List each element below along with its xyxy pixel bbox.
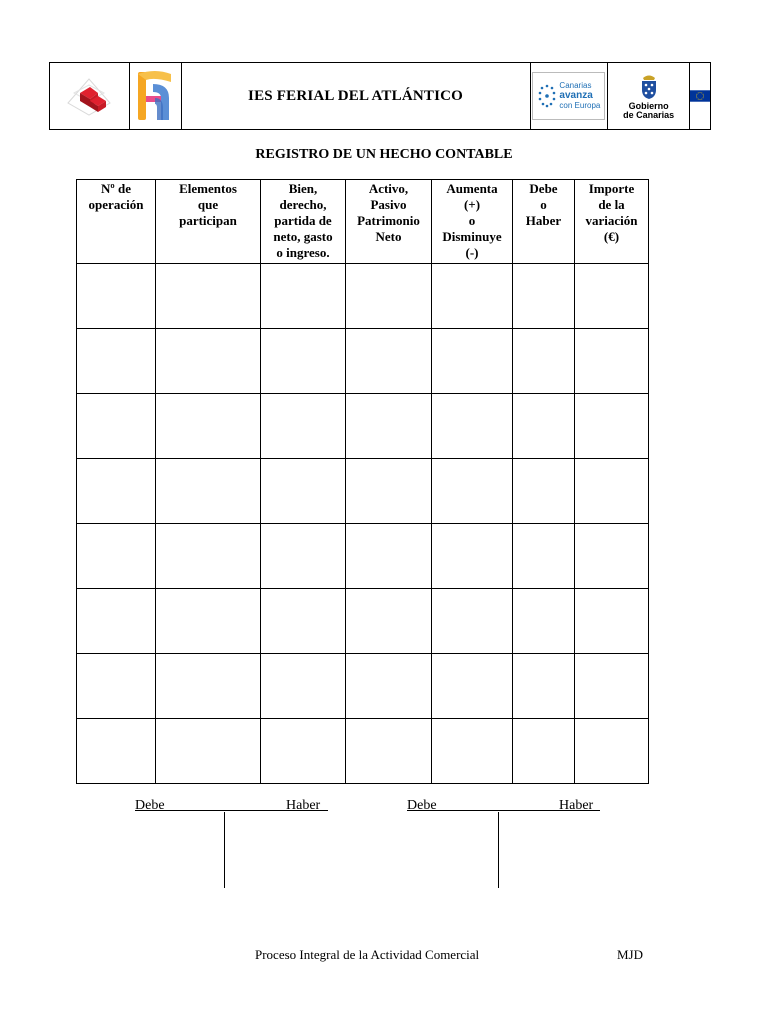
table-cell[interactable] [575,524,649,589]
table-row [77,329,649,394]
table-cell[interactable] [261,524,346,589]
column-header-debit-credit: Debe o Haber [513,180,575,264]
table-cell[interactable] [432,329,513,394]
table-cell[interactable] [346,589,432,654]
ferial-f-logo-icon [135,68,175,124]
table-cell[interactable] [156,524,261,589]
table-cell[interactable] [77,459,156,524]
canarias-avanza-logo [532,72,605,120]
con-europa-text: con Europa [559,101,601,110]
table-cell[interactable] [77,719,156,784]
table-row [77,654,649,719]
column-header-operation-number: Nº de operación [77,180,156,264]
ferial-logo-cell [130,63,182,129]
avanza-text: avanza [559,90,593,101]
canarias-avanza-cell [531,63,609,129]
t-account-left-credit-label: Haber [286,798,321,813]
table-cell[interactable] [77,394,156,459]
t-account-right-horizontal-line [407,810,600,811]
table-row [77,264,649,329]
table-cell[interactable] [156,459,261,524]
de-canarias-text: de Canarias [623,110,675,120]
table-cell[interactable] [261,329,346,394]
table-cell[interactable] [261,719,346,784]
table-cell[interactable] [575,654,649,719]
table-cell[interactable] [432,524,513,589]
school-logo-cell [50,63,130,129]
table-cell[interactable] [156,719,261,784]
table-row [77,459,649,524]
table-cell[interactable] [575,719,649,784]
table-cell[interactable] [575,589,649,654]
register-table [76,179,649,784]
table-cell[interactable] [346,719,432,784]
table-cell[interactable] [432,589,513,654]
column-header-item-type: Bien, derecho, partida de neto, gasto o ingreso. [261,180,346,264]
table-cell[interactable] [346,394,432,459]
table-cell[interactable] [77,589,156,654]
gobierno-text: Gobierno [628,101,669,111]
table-cell[interactable] [513,589,575,654]
column-header-elements: Elementos que participan [156,180,261,264]
table-cell[interactable] [156,329,261,394]
t-account-right-credit-label: Haber [559,798,594,813]
table-cell[interactable] [77,329,156,394]
document-title: REGISTRO DE UN HECHO CONTABLE [255,147,513,162]
t-account-right-vertical-line [498,812,499,888]
column-header-increase-decrease: Aumenta (+) o Disminuye (-) [432,180,513,264]
table-cell[interactable] [513,329,575,394]
table-cell[interactable] [575,394,649,459]
eu-flag-icon [690,80,710,112]
table-cell[interactable] [575,329,649,394]
table-cell[interactable] [513,459,575,524]
table-cell[interactable] [346,264,432,329]
table-cell[interactable] [156,589,261,654]
table-cell[interactable] [261,394,346,459]
table-cell[interactable] [346,459,432,524]
t-account-left-horizontal-line [135,810,328,811]
table-cell[interactable] [513,524,575,589]
table-cell[interactable] [261,654,346,719]
table-cell[interactable] [513,719,575,784]
table-cell[interactable] [261,264,346,329]
t-account-left-vertical-line [224,812,225,888]
column-header-amount: Importe de la variación (€) [575,180,649,264]
table-header-row [77,180,649,264]
dotted-swirl-icon [537,83,557,109]
coat-of-arms-icon [638,72,660,100]
table-cell[interactable] [432,459,513,524]
table-cell[interactable] [156,394,261,459]
cube-logo-icon [62,73,116,119]
gobierno-canarias-cell [608,63,690,129]
eu-flag-cell [690,63,710,129]
table-cell[interactable] [575,264,649,329]
t-account-right-debit-label: Debe [407,798,437,813]
table-cell[interactable] [513,654,575,719]
table-row [77,394,649,459]
table-cell[interactable] [156,654,261,719]
table-cell[interactable] [261,589,346,654]
table-cell[interactable] [156,264,261,329]
table-cell[interactable] [346,329,432,394]
table-cell[interactable] [346,654,432,719]
table-cell[interactable] [513,264,575,329]
school-name-cell [182,63,531,129]
document-header [49,62,711,130]
table-row [77,524,649,589]
footer-subject: Proceso Integral de la Actividad Comercial [255,947,480,962]
school-name: IES FERIAL DEL ATLÁNTICO [248,87,464,104]
canarias-text: Canarias [559,81,592,90]
table-cell[interactable] [77,654,156,719]
table-cell[interactable] [513,394,575,459]
table-cell[interactable] [575,459,649,524]
table-row [77,589,649,654]
table-cell[interactable] [77,524,156,589]
table-cell[interactable] [346,524,432,589]
table-cell[interactable] [432,264,513,329]
t-account-left-debit-label: Debe [135,798,165,813]
table-cell[interactable] [77,264,156,329]
table-cell[interactable] [432,654,513,719]
table-cell[interactable] [432,394,513,459]
column-header-asset-liability: Activo, Pasivo Patrimonio Neto [346,180,432,264]
table-cell[interactable] [261,459,346,524]
table-cell[interactable] [432,719,513,784]
footer-initials: MJD [617,947,644,962]
table-row [77,719,649,784]
